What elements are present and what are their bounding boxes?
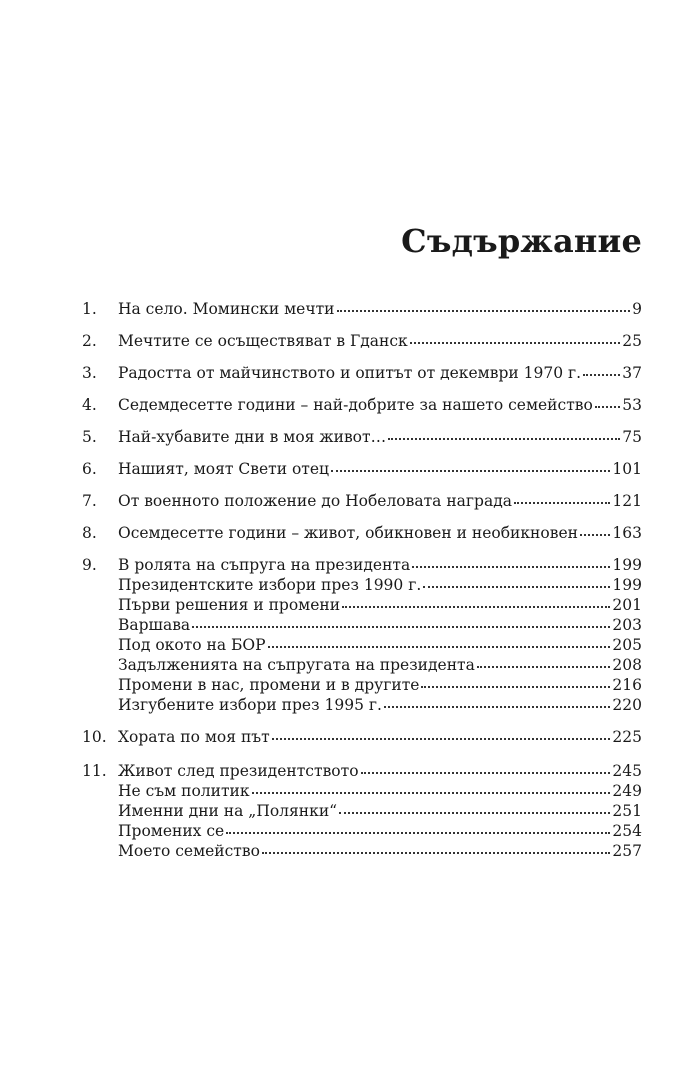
page-number: 9 [632,300,642,318]
dot-leader [423,576,610,588]
chapter-number: 10. [82,728,107,746]
dot-leader [252,782,611,794]
section-title: Промених се [118,822,225,840]
toc-entry [82,428,642,450]
table-of-contents [82,300,642,862]
dot-leader [226,822,610,834]
dot-leader [268,636,611,648]
page-number: 208 [612,656,642,674]
page-number: 199 [612,556,642,574]
dot-leader [388,428,620,440]
chapter-title: Хората по моя път [118,728,270,746]
toc-entry [82,332,642,354]
dot-leader [583,364,620,376]
toc-subentry [82,676,642,696]
chapter-number: 2. [82,332,97,350]
chapter-title: Живот след президентството [118,762,359,780]
dot-leader [580,524,610,536]
page-number: 53 [622,396,642,414]
page-number: 75 [622,428,642,446]
chapter-number: 11. [82,762,107,780]
section-title: Задълженията на съпругата на президента [118,656,475,674]
chapter-title: Мечтите се осъществяват в Гданск [118,332,408,350]
dot-leader [342,596,610,608]
chapter-title: В ролята на съпруга на президента [118,556,411,574]
dot-leader [410,332,621,344]
chapter-title: Радостта от майчинството и опитът от декември 1970 г. [118,364,582,382]
toc-subentry [82,822,642,842]
toc-subentry [82,576,642,596]
dot-leader [339,802,610,814]
dot-leader [331,460,610,472]
page-number: 254 [612,822,642,840]
toc-subentry [82,616,642,636]
chapter-title: На село. Момински мечти [118,300,335,318]
toc-entry [82,762,642,782]
chapter-number: 7. [82,492,97,510]
chapter-number: 1. [82,300,97,318]
dot-leader [262,842,610,854]
page-number: 101 [612,460,642,478]
toc-subentry [82,782,642,802]
dot-leader [361,762,611,774]
dot-leader [272,728,611,740]
page-number: 225 [612,728,642,746]
section-title: Изгубените избори през 1995 г. [118,696,382,714]
page-title: Съдържание [401,222,642,260]
toc-subentry [82,636,642,656]
section-title: Варшава [118,616,191,634]
page-number: 199 [612,576,642,594]
page-number: 216 [612,676,642,694]
dot-leader [337,300,631,312]
dot-leader [421,676,610,688]
toc-entry [82,556,642,576]
toc-entry [82,364,642,386]
page-number: 245 [612,762,642,780]
page-number: 25 [622,332,642,350]
chapter-number: 4. [82,396,97,414]
dot-leader [384,696,610,708]
section-title: Именни дни на „Полянки“ [118,802,338,820]
toc-entry [82,300,642,322]
chapter-title: Нашият, моят Свети отец [118,460,330,478]
section-title: Първи решения и промени [118,596,341,614]
section-title: Моето семейство [118,842,260,860]
chapter-title: Седемдесетте години – най-добрите за нашето семейство [118,396,593,414]
toc-subentry [82,802,642,822]
page-number: 201 [612,596,642,614]
toc-entry [82,728,642,750]
toc-subentry [82,596,642,616]
chapter-title: Най-хубавите дни в моя живот… [118,428,387,446]
section-title: Президентските избори през 1990 г. [118,576,422,594]
chapter-title: Осемдесетте години – живот, обикновен и необикновен [118,524,578,542]
dot-leader [595,396,620,408]
toc-subentry [82,842,642,862]
page-number: 37 [622,364,642,382]
page-number: 121 [612,492,642,510]
page-number: 205 [612,636,642,654]
toc-subentry [82,656,642,676]
section-title: Не съм политик [118,782,250,800]
section-title: Под окото на БОР [118,636,266,654]
toc-entry [82,396,642,418]
chapter-number: 9. [82,556,97,574]
section-title: Промени в нас, промени и в другите [118,676,420,694]
page-number: 257 [612,842,642,860]
toc-subentry [82,696,642,716]
chapter-number: 8. [82,524,97,542]
dot-leader [477,656,611,668]
dot-leader [192,616,610,628]
page-number: 251 [612,802,642,820]
toc-entry [82,460,642,482]
chapter-number: 5. [82,428,97,446]
toc-entry [82,492,642,514]
page-number: 203 [612,616,642,634]
dot-leader [514,492,610,504]
page-number: 249 [612,782,642,800]
chapter-number: 3. [82,364,97,382]
page-number: 220 [612,696,642,714]
dot-leader [412,556,610,568]
page-number: 163 [612,524,642,542]
chapter-number: 6. [82,460,97,478]
toc-entry [82,524,642,546]
chapter-title: От военното положение до Нобеловата награда [118,492,512,510]
